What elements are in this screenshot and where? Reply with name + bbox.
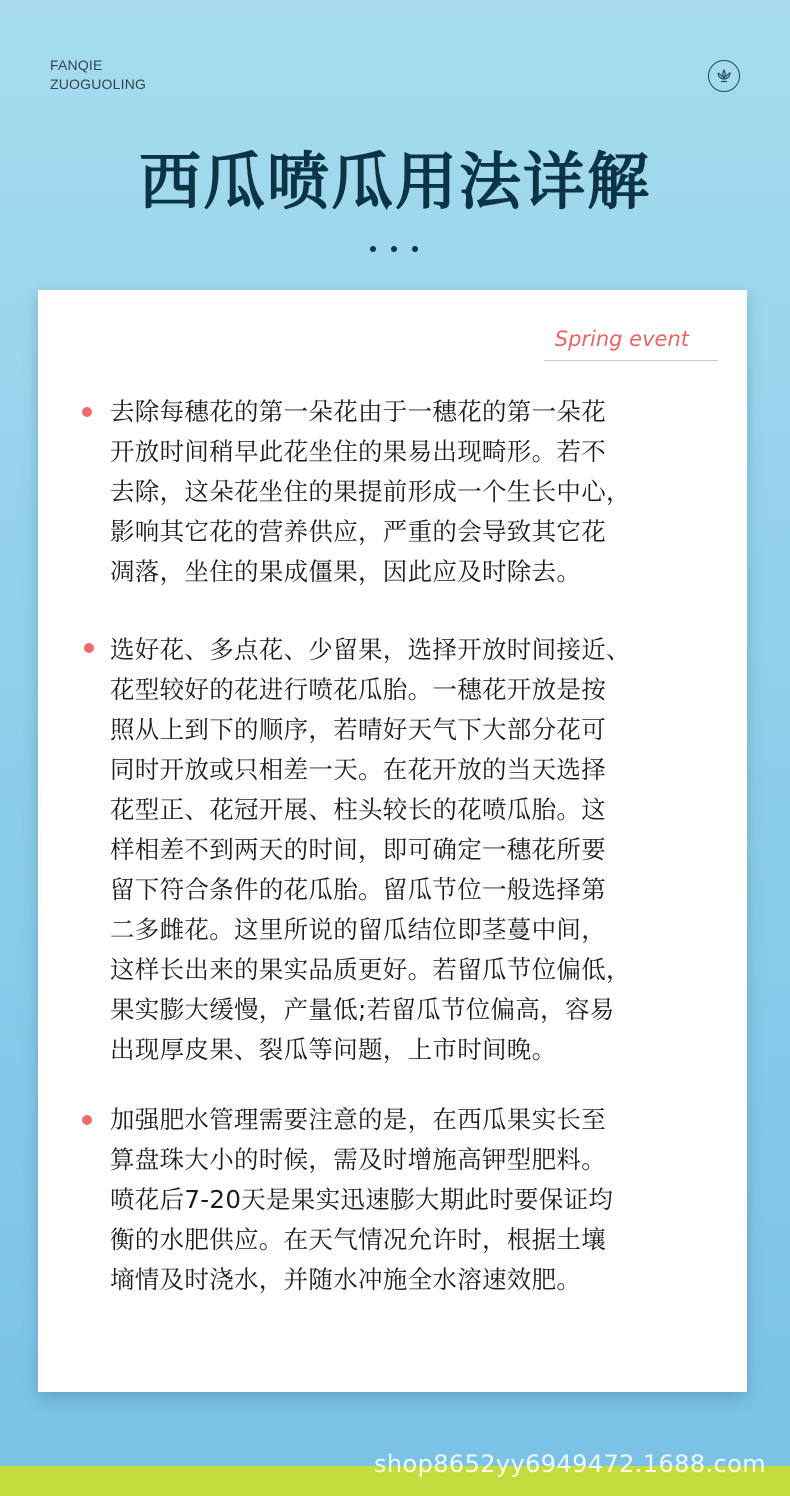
content-card xyxy=(38,290,747,1392)
divider-dot xyxy=(412,246,418,252)
paragraph-1 xyxy=(110,392,710,592)
paragraph-line: 去除，这朵花坐住的果提前形成一个生长中心， xyxy=(110,477,631,506)
paragraph-line: 影响其它花的营养供应，严重的会导致其它花 xyxy=(110,517,606,546)
paragraph-line: 墒情及时浇水，并随水冲施全水溶速效肥。 xyxy=(110,1265,582,1294)
paragraph-line: 花型较好的花进行喷花瓜胎。一穗花开放是按 xyxy=(110,675,606,704)
title-dots-divider xyxy=(370,246,418,252)
paragraph-3 xyxy=(110,1100,710,1300)
brand-text xyxy=(50,56,146,94)
paragraph-line: 加强肥水管理需要注意的是，在西瓜果实长至 xyxy=(110,1105,606,1134)
paragraph-line: 凋落，坐住的果成僵果，因此应及时除去。 xyxy=(110,557,582,586)
brand-line-2: ZUOGUOLING xyxy=(50,76,147,92)
paragraph-line: 二多雌花。这里所说的留瓜结位即茎蔓中间， xyxy=(110,915,606,944)
bullet-dot xyxy=(82,1115,92,1125)
bullet-dot xyxy=(84,643,94,653)
lotus-icon xyxy=(708,60,740,92)
paragraph-line: 照从上到下的顺序，若晴好天气下大部分花可 xyxy=(110,715,606,744)
paragraph-line: 样相差不到两天的时间，即可确定一穗花所要 xyxy=(110,835,606,864)
paragraph-line: 留下符合条件的花瓜胎。留瓜节位一般选择第 xyxy=(110,875,606,904)
spring-event-tag: Spring event xyxy=(554,327,689,351)
paragraph-line: 去除每穗花的第一朵花由于一穗花的第一朵花 xyxy=(110,397,606,426)
paragraph-line: 花型正、花冠开展、柱头较长的花喷瓜胎。这 xyxy=(110,795,606,824)
shop-watermark: shop8652yy6949472.1688.com xyxy=(374,1450,766,1478)
paragraph-line: 开放时间稍早此花坐住的果易出现畸形。若不 xyxy=(110,437,606,466)
divider-dot xyxy=(370,246,376,252)
brand-line-1: FANQIE xyxy=(50,57,103,73)
bullet-dot xyxy=(82,407,92,417)
divider-dot xyxy=(391,246,397,252)
tag-underline xyxy=(544,360,718,361)
lotus-icon-glyph xyxy=(716,69,732,83)
paragraph-line: 果实膨大缓慢，产量低;若留瓜节位偏高，容易 xyxy=(110,995,615,1024)
paragraph-line: 算盘珠大小的时候，需及时增施高钾型肥料。 xyxy=(110,1145,606,1174)
paragraph-line: 出现厚皮果、裂瓜等问题，上市时间晚。 xyxy=(110,1035,557,1064)
page-title: 西瓜喷瓜用法详解 xyxy=(138,145,651,218)
paragraph-line: 喷花后7-20天是果实迅速膨大期此时要保证均 xyxy=(110,1185,614,1214)
paragraph-2 xyxy=(110,630,710,1070)
paragraph-line: 衡的水肥供应。在天气情况允许时，根据土壤 xyxy=(110,1225,606,1254)
paragraph-line: 这样长出来的果实品质更好。若留瓜节位偏低， xyxy=(110,955,631,984)
paragraph-line: 同时开放或只相差一天。在花开放的当天选择 xyxy=(110,755,606,784)
paragraph-line: 选好花、多点花、少留果，选择开放时间接近、 xyxy=(110,635,631,664)
